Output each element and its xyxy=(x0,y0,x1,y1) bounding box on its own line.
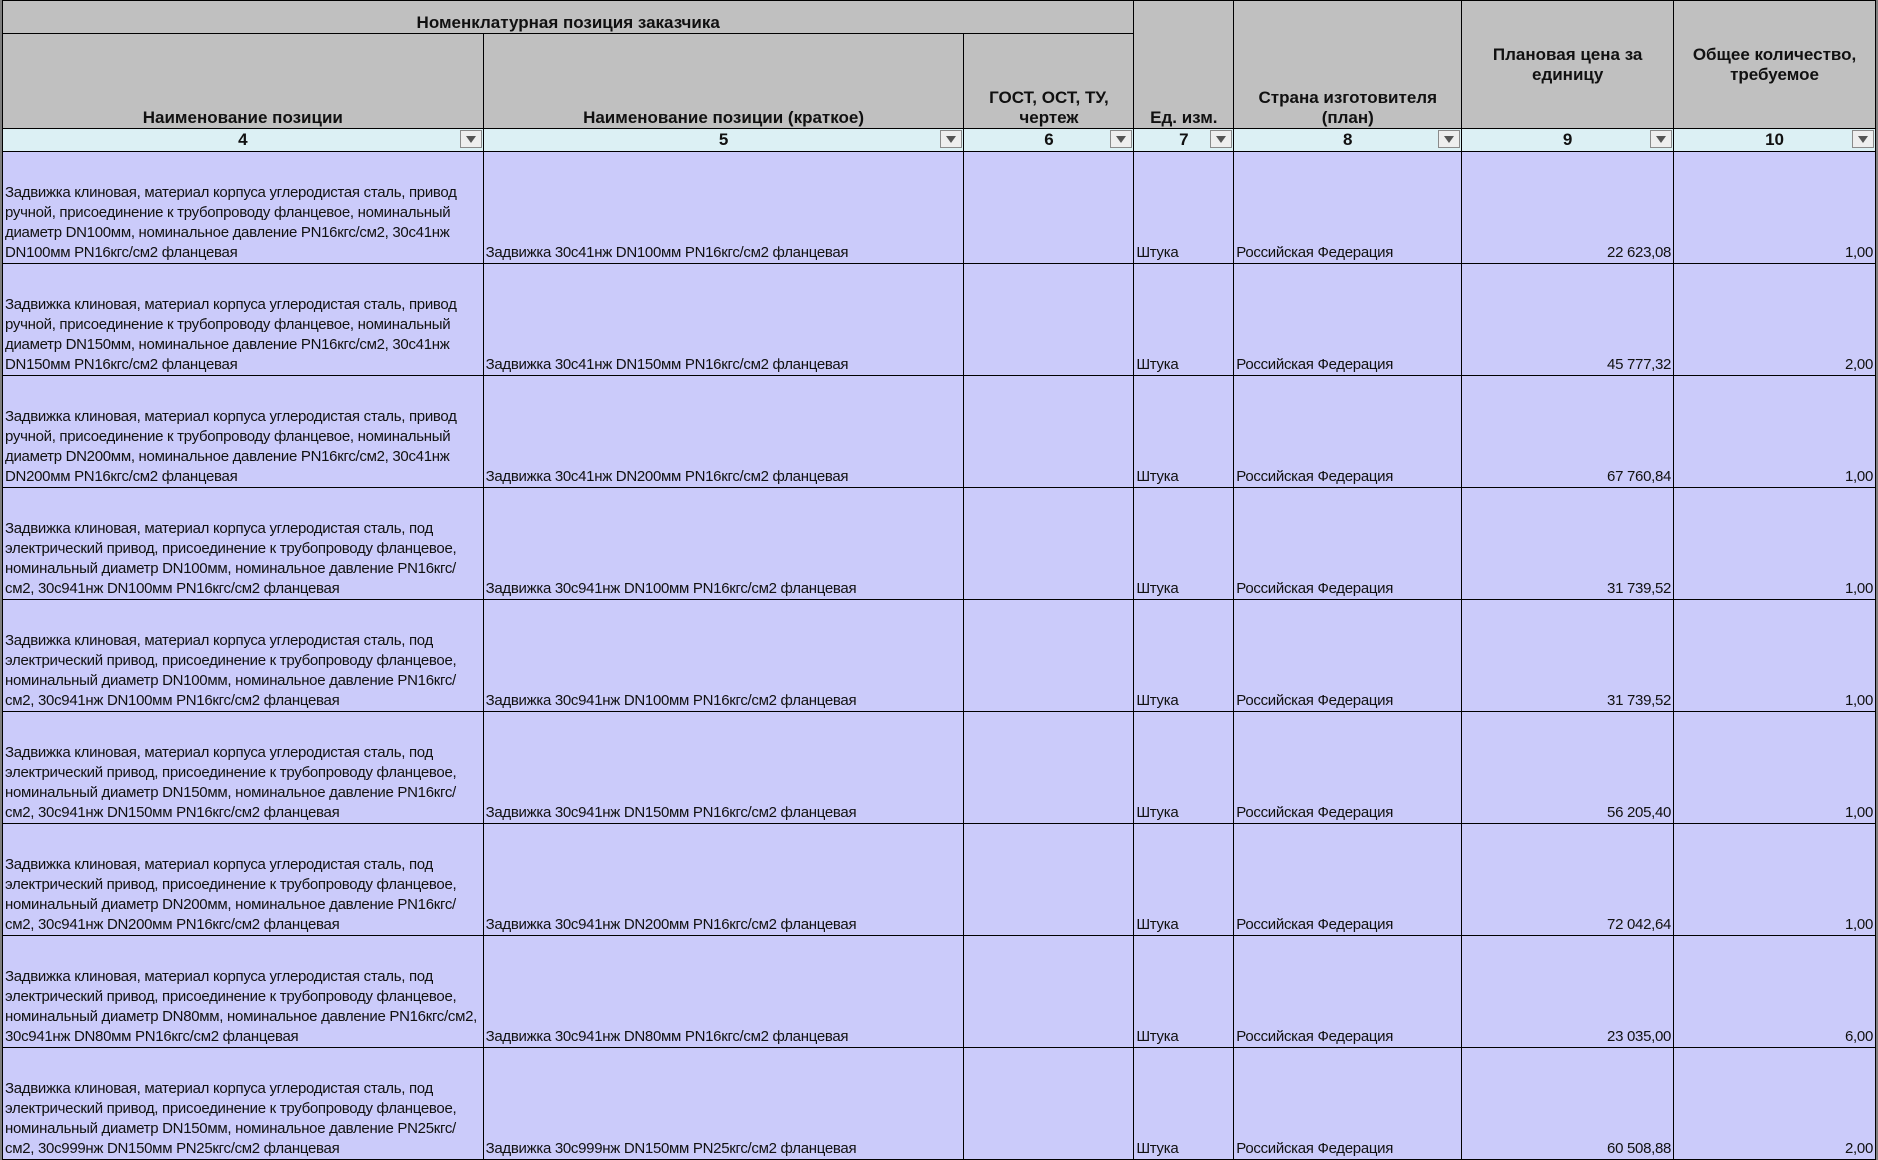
table-row xyxy=(3,712,1876,824)
cell-short-name[interactable]: Задвижка 30с941нж DN100мм PN16кгс/см2 фланцевая xyxy=(483,488,964,600)
table-row xyxy=(3,264,1876,376)
cell-price[interactable]: 31 739,52 xyxy=(1462,488,1674,600)
cell-quantity[interactable]: 2,00 xyxy=(1674,264,1876,376)
cell-price[interactable]: 45 777,32 xyxy=(1462,264,1674,376)
header-country[interactable]: Страна изготовителя (план) xyxy=(1234,1,1462,129)
cell-unit[interactable]: Штука xyxy=(1134,824,1234,936)
table-row xyxy=(3,600,1876,712)
cell-price[interactable]: 23 035,00 xyxy=(1462,936,1674,1048)
cell-price[interactable]: 22 623,08 xyxy=(1462,152,1674,264)
column-number-label: 5 xyxy=(718,130,729,149)
filter-dropdown-icon[interactable] xyxy=(1110,130,1132,148)
cell-short-name[interactable]: Задвижка 30с941нж DN80мм PN16кгс/см2 фланцевая xyxy=(483,936,964,1048)
cell-unit[interactable]: Штука xyxy=(1134,488,1234,600)
spreadsheet-grid xyxy=(2,0,1876,1160)
column-number-4[interactable] xyxy=(3,129,484,152)
column-number-6[interactable] xyxy=(964,129,1134,152)
table-row xyxy=(3,824,1876,936)
table-row xyxy=(3,376,1876,488)
table-row xyxy=(3,152,1876,264)
cell-price[interactable]: 56 205,40 xyxy=(1462,712,1674,824)
cell-quantity[interactable]: 1,00 xyxy=(1674,152,1876,264)
column-number-5[interactable] xyxy=(483,129,964,152)
cell-unit[interactable]: Штука xyxy=(1134,264,1234,376)
cell-country[interactable]: Российская Федерация xyxy=(1234,936,1462,1048)
header-short-name[interactable]: Наименование позиции (краткое) xyxy=(483,34,964,129)
header-price[interactable]: Плановая цена за единицу xyxy=(1462,1,1674,129)
cell-name[interactable]: Задвижка клиновая, материал корпуса углеродистая сталь, под электрический привод, присоединение к трубопроводу фланцевое, номинальный диаметр DN150мм, номинальное давление PN25кгс/см2, 30с999нж DN150мм PN25кгс/см2 фланцевая xyxy=(3,1048,484,1160)
column-number-label: 6 xyxy=(1044,130,1054,149)
cell-quantity[interactable]: 1,00 xyxy=(1674,712,1876,824)
cell-gost[interactable] xyxy=(964,824,1134,936)
cell-short-name[interactable]: Задвижка 30с41нж DN100мм PN16кгс/см2 фланцевая xyxy=(483,152,964,264)
cell-unit[interactable]: Штука xyxy=(1134,600,1234,712)
cell-country[interactable]: Российская Федерация xyxy=(1234,824,1462,936)
header-group-title[interactable]: Номенклатурная позиция заказчика xyxy=(3,1,1134,34)
cell-gost[interactable] xyxy=(964,936,1134,1048)
header-name[interactable]: Наименование позиции xyxy=(3,34,484,129)
cell-price[interactable]: 60 508,88 xyxy=(1462,1048,1674,1160)
cell-country[interactable]: Российская Федерация xyxy=(1234,712,1462,824)
column-number-label: 7 xyxy=(1179,130,1189,149)
spreadsheet-sheet xyxy=(2,0,1876,1160)
cell-name[interactable]: Задвижка клиновая, материал корпуса углеродистая сталь, привод ручной, присоединение к трубопроводу фланцевое, номинальный диаметр DN200мм, номинальное давление PN16кгс/см2, 30с41нж DN200мм PN16кгс/см2 фланцевая xyxy=(3,376,484,488)
cell-country[interactable]: Российская Федерация xyxy=(1234,1048,1462,1160)
cell-price[interactable]: 67 760,84 xyxy=(1462,376,1674,488)
table-row xyxy=(3,488,1876,600)
column-number-label: 8 xyxy=(1343,130,1353,149)
header-unit[interactable]: Ед. изм. xyxy=(1134,1,1234,129)
cell-short-name[interactable]: Задвижка 30с941нж DN100мм PN16кгс/см2 фланцевая xyxy=(483,600,964,712)
cell-quantity[interactable]: 2,00 xyxy=(1674,1048,1876,1160)
filter-dropdown-icon[interactable] xyxy=(460,130,482,148)
cell-country[interactable]: Российская Федерация xyxy=(1234,600,1462,712)
cell-quantity[interactable]: 1,00 xyxy=(1674,600,1876,712)
cell-quantity[interactable]: 1,00 xyxy=(1674,376,1876,488)
header-gost[interactable]: ГОСТ, ОСТ, ТУ, чертеж xyxy=(964,34,1134,129)
cell-unit[interactable]: Штука xyxy=(1134,376,1234,488)
cell-short-name[interactable]: Задвижка 30с941нж DN200мм PN16кгс/см2 фланцевая xyxy=(483,824,964,936)
cell-quantity[interactable]: 1,00 xyxy=(1674,824,1876,936)
cell-gost[interactable] xyxy=(964,488,1134,600)
cell-gost[interactable] xyxy=(964,600,1134,712)
cell-name[interactable]: Задвижка клиновая, материал корпуса углеродистая сталь, под электрический привод, присоединение к трубопроводу фланцевое, номинальный диаметр DN100мм, номинальное давление PN16кгс/см2, 30с941нж DN100мм PN16кгс/см2 фланцевая xyxy=(3,488,484,600)
column-number-label: 4 xyxy=(238,130,248,149)
filter-dropdown-icon[interactable] xyxy=(940,130,962,148)
column-number-10[interactable] xyxy=(1674,129,1876,152)
cell-name[interactable]: Задвижка клиновая, материал корпуса углеродистая сталь, под электрический привод, присоединение к трубопроводу фланцевое, номинальный диаметр DN200мм, номинальное давление PN16кгс/см2, 30с941нж DN200мм PN16кгс/см2 фланцевая xyxy=(3,824,484,936)
cell-short-name[interactable]: Задвижка 30с41нж DN150мм PN16кгс/см2 фланцевая xyxy=(483,264,964,376)
filter-dropdown-icon[interactable] xyxy=(1210,130,1232,148)
cell-price[interactable]: 72 042,64 xyxy=(1462,824,1674,936)
cell-name[interactable]: Задвижка клиновая, материал корпуса углеродистая сталь, привод ручной, присоединение к трубопроводу фланцевое, номинальный диаметр DN150мм, номинальное давление PN16кгс/см2, 30с41нж DN150мм PN16кгс/см2 фланцевая xyxy=(3,264,484,376)
cell-short-name[interactable]: Задвижка 30с999нж DN150мм PN25кгс/см2 фланцевая xyxy=(483,1048,964,1160)
cell-country[interactable]: Российская Федерация xyxy=(1234,152,1462,264)
cell-quantity[interactable]: 6,00 xyxy=(1674,936,1876,1048)
table-row xyxy=(3,936,1876,1048)
column-number-label: 9 xyxy=(1562,130,1573,149)
cell-quantity[interactable]: 1,00 xyxy=(1674,488,1876,600)
cell-country[interactable]: Российская Федерация xyxy=(1234,488,1462,600)
cell-gost[interactable] xyxy=(964,264,1134,376)
cell-gost[interactable] xyxy=(964,1048,1134,1160)
column-number-8[interactable] xyxy=(1234,129,1462,152)
table-row xyxy=(3,1048,1876,1160)
cell-name[interactable]: Задвижка клиновая, материал корпуса углеродистая сталь, привод ручной, присоединение к трубопроводу фланцевое, номинальный диаметр DN100мм, номинальное давление PN16кгс/см2, 30с41нж DN100мм PN16кгс/см2 фланцевая xyxy=(3,152,484,264)
cell-name[interactable]: Задвижка клиновая, материал корпуса углеродистая сталь, под электрический привод, присоединение к трубопроводу фланцевое, номинальный диаметр DN80мм, номинальное давление PN16кгс/см2, 30с941нж DN80мм PN16кгс/см2 фланцевая xyxy=(3,936,484,1048)
column-number-7[interactable] xyxy=(1134,129,1234,152)
cell-name[interactable]: Задвижка клиновая, материал корпуса углеродистая сталь, под электрический привод, присоединение к трубопроводу фланцевое, номинальный диаметр DN150мм, номинальное давление PN16кгс/см2, 30с941нж DN150мм PN16кгс/см2 фланцевая xyxy=(3,712,484,824)
cell-country[interactable]: Российская Федерация xyxy=(1234,264,1462,376)
cell-unit[interactable]: Штука xyxy=(1134,152,1234,264)
column-number-9[interactable] xyxy=(1462,129,1674,152)
cell-price[interactable]: 31 739,52 xyxy=(1462,600,1674,712)
cell-unit[interactable]: Штука xyxy=(1134,712,1234,824)
cell-gost[interactable] xyxy=(964,712,1134,824)
filter-dropdown-icon[interactable] xyxy=(1650,130,1672,148)
cell-gost[interactable] xyxy=(964,376,1134,488)
filter-dropdown-icon[interactable] xyxy=(1438,130,1460,148)
cell-unit[interactable]: Штука xyxy=(1134,936,1234,1048)
cell-short-name[interactable]: Задвижка 30с41нж DN200мм PN16кгс/см2 фланцевая xyxy=(483,376,964,488)
cell-gost[interactable] xyxy=(964,152,1134,264)
filter-dropdown-icon[interactable] xyxy=(1852,130,1874,148)
cell-short-name[interactable]: Задвижка 30с941нж DN150мм PN16кгс/см2 фланцевая xyxy=(483,712,964,824)
cell-name[interactable]: Задвижка клиновая, материал корпуса углеродистая сталь, под электрический привод, присоединение к трубопроводу фланцевое, номинальный диаметр DN100мм, номинальное давление PN16кгс/см2, 30с941нж DN100мм PN16кгс/см2 фланцевая xyxy=(3,600,484,712)
cell-unit[interactable]: Штука xyxy=(1134,1048,1234,1160)
column-number-label: 10 xyxy=(1765,130,1784,149)
cell-country[interactable]: Российская Федерация xyxy=(1234,376,1462,488)
header-quantity[interactable]: Общее количество, требуемое xyxy=(1674,1,1876,129)
